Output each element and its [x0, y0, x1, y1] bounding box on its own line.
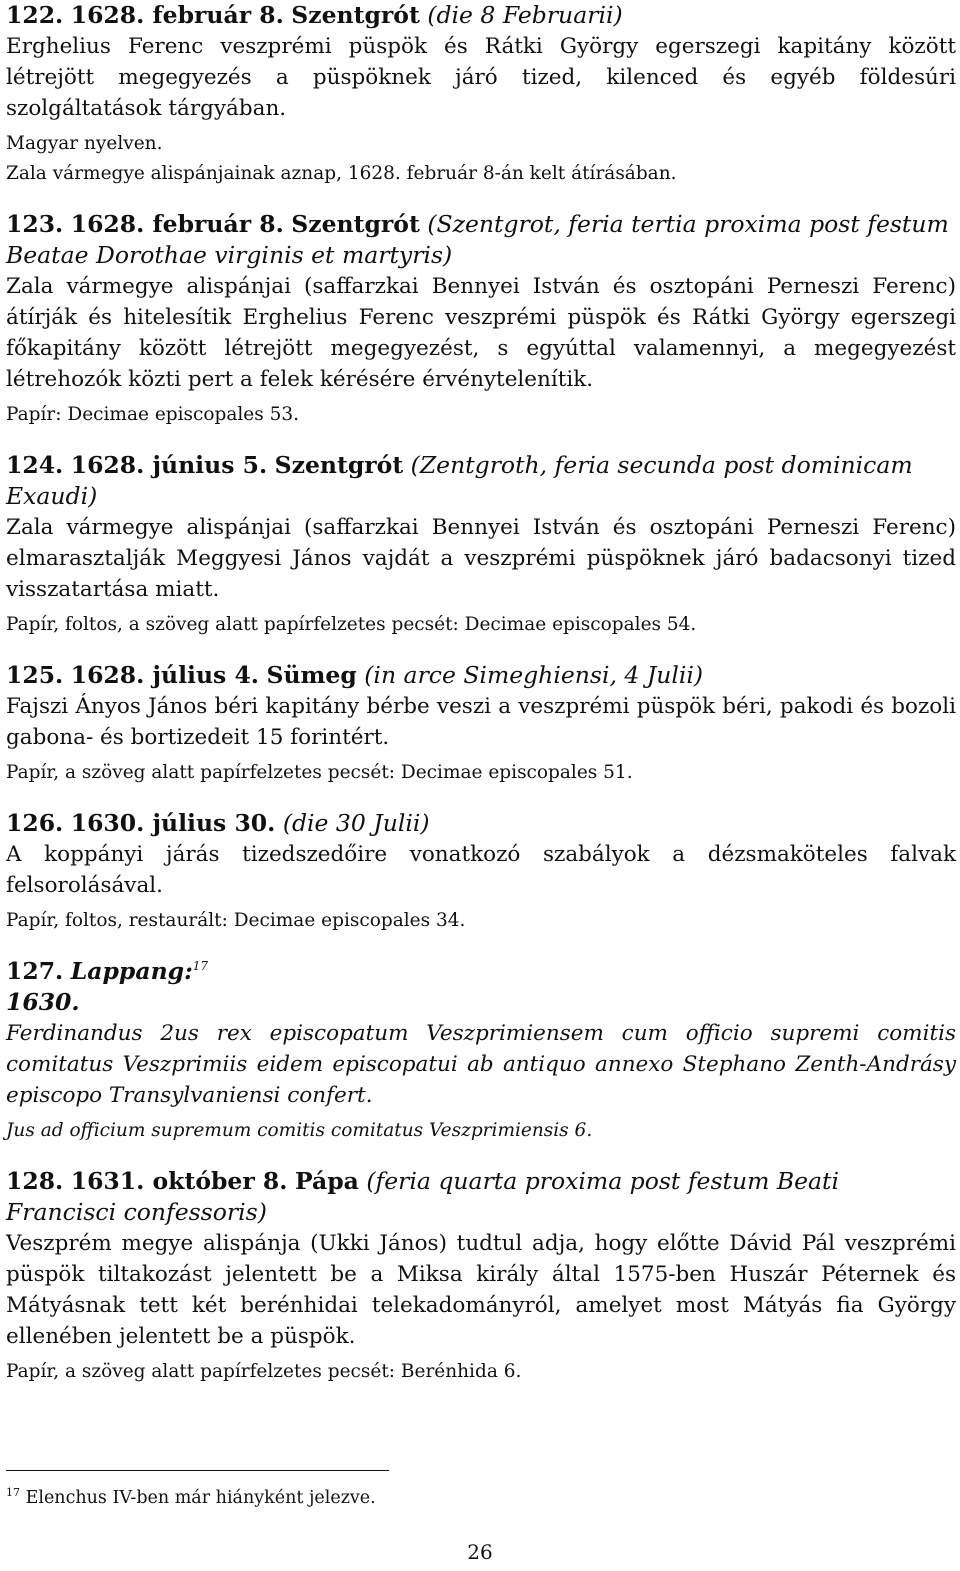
entry-place: Pápa — [294, 1167, 359, 1195]
footnote-text: Elenchus IV-ben már hiányként jelezve. — [25, 1488, 376, 1508]
entry-date: 1630. — [6, 988, 80, 1016]
entry-number: 127. — [6, 957, 64, 985]
entry-date: 1628. július 4. — [70, 661, 259, 689]
entry-number: 123. — [6, 210, 64, 238]
entry-128 — [6, 1166, 956, 1387]
entry-note: Papír, foltos, restaurált: Decimae episcopales 34. — [6, 910, 466, 931]
entry-number: 126. — [6, 809, 64, 837]
footnote — [6, 1486, 376, 1510]
entry-125 — [6, 660, 956, 788]
entry-date: 1631. október 8. — [70, 1167, 288, 1195]
entry-heading — [6, 1166, 956, 1228]
entry-heading — [6, 956, 956, 987]
entry-summary: Zala vármegye alispánjai (saffarzkai Bennyei István és osztopáni Perneszi Ferenc) elmarasztalják Meggyesi János vajdát a veszprémi püspöknek járó badacsonyi tized visszatartása miatt. — [6, 515, 956, 602]
entry-number: 125. — [6, 661, 64, 689]
entry-latin-date: (Szentgrot, feria tertia proxima post festum Beatae Dorothae virginis et martyris) — [6, 210, 949, 269]
entry-heading — [6, 450, 956, 512]
entry-127 — [6, 956, 956, 1146]
entry-heading — [6, 209, 956, 271]
entry-122 — [6, 0, 956, 189]
entry-number: 128. — [6, 1167, 64, 1195]
entry-summary: Fajszi Ányos János béri kapitány bérbe veszi a veszprémi püspök béri, pakodi és bozoli gabona- és bortizedeit 15 forintért. — [6, 694, 956, 750]
entry-summary: Erghelius Ferenc veszprémi püspök és Rátki György egerszegi kapitány között létrejött megegyezés a püspöknek járó tized, kilenced és egyéb földesúri szolgáltatások tárgyában. — [6, 34, 956, 121]
entry-heading — [6, 0, 956, 31]
entry-123 — [6, 209, 956, 430]
entry-date: 1630. július 30. — [70, 809, 276, 837]
entry-date: 1628. február 8. — [70, 210, 284, 238]
entry-place: Szentgrót — [291, 210, 420, 238]
entry-124 — [6, 450, 956, 640]
entry-date: 1628. február 8. — [70, 1, 284, 29]
entry-number: 124. — [6, 451, 64, 479]
entry-note: Papír, a szöveg alatt papírfelzetes pecsét: Berénhida 6. — [6, 1361, 522, 1382]
entry-note: Papír, foltos, a szöveg alatt papírfelzetes pecsét: Decimae episcopales 54. — [6, 614, 697, 635]
entry-note: Jus ad officium supremum comitis comitatus Veszprimiensis 6. — [6, 1120, 593, 1141]
entry-place: Szentgrót — [274, 451, 404, 479]
entry-heading — [6, 808, 956, 839]
footnote-divider — [6, 1470, 389, 1471]
page-number: 26 — [467, 1540, 493, 1564]
entry-latin-date: (in arce Simeghiensi, 4 Julii) — [364, 661, 704, 689]
entry-summary: Ferdinandus 2us rex episcopatum Veszprimiensem cum officio supremi comitis comitatus Veszprimiis eidem episcopatui ab antiquo annexo Stephano Zenth-Andrásy episcopo Transylvaniensi confert. — [6, 1021, 956, 1108]
entry-title: Lappang: — [70, 957, 193, 985]
entry-note: Papír, a szöveg alatt papírfelzetes pecsét: Decimae episcopales 51. — [6, 762, 633, 783]
entry-latin-date: (Zentgroth, feria secunda post dominicam Exaudi) — [6, 451, 913, 510]
footnote-reference[interactable]: 17 — [192, 959, 209, 974]
entry-latin-date: (feria quarta proxima post festum Beati Francisci confessoris) — [6, 1167, 839, 1226]
entry-note: Magyar nyelven. — [6, 133, 163, 154]
entry-summary: Veszprém megye alispánja (Ukki János) tudtul adja, hogy előtte Dávid Pál veszprémi püspök tiltakozást jelentett be a Miksa király által 1575-ben Huszár Péternek és Mátyásnak tett két berénhidai telekadományról, amelyet most Mátyás fia György ellenében jelentett be a püspök. — [6, 1231, 956, 1349]
entry-summary: Zala vármegye alispánjai (saffarzkai Bennyei István és osztopáni Perneszi Ferenc) átírják és hitelesítik Erghelius Ferenc veszprémi püspök és Rátki György egerszegi főkapitány között létrejött megegyezést, s egyúttal valamennyi, a megegyezést létrehozók közti pert a felek kérésére érvénytelenítik. — [6, 274, 956, 392]
entry-summary: A koppányi járás tizedszedőire vonatkozó szabályok a dézsmaköteles falvak felsorolásával. — [6, 842, 956, 898]
entry-note: Papír: Decimae episcopales 53. — [6, 404, 300, 425]
entry-heading — [6, 660, 956, 691]
entry-126 — [6, 808, 956, 936]
footnote-number: 17 — [6, 1486, 20, 1500]
entry-latin-date: (die 30 Julii) — [282, 809, 430, 837]
entry-place: Szentgrót — [291, 1, 420, 29]
entry-place: Sümeg — [266, 661, 357, 689]
entry-number: 122. — [6, 1, 64, 29]
entry-note: Zala vármegye alispánjainak aznap, 1628. február 8-án kelt átírásában. — [6, 163, 677, 184]
entry-latin-date: (die 8 Februarii) — [427, 1, 623, 29]
entry-date: 1628. június 5. — [70, 451, 268, 479]
